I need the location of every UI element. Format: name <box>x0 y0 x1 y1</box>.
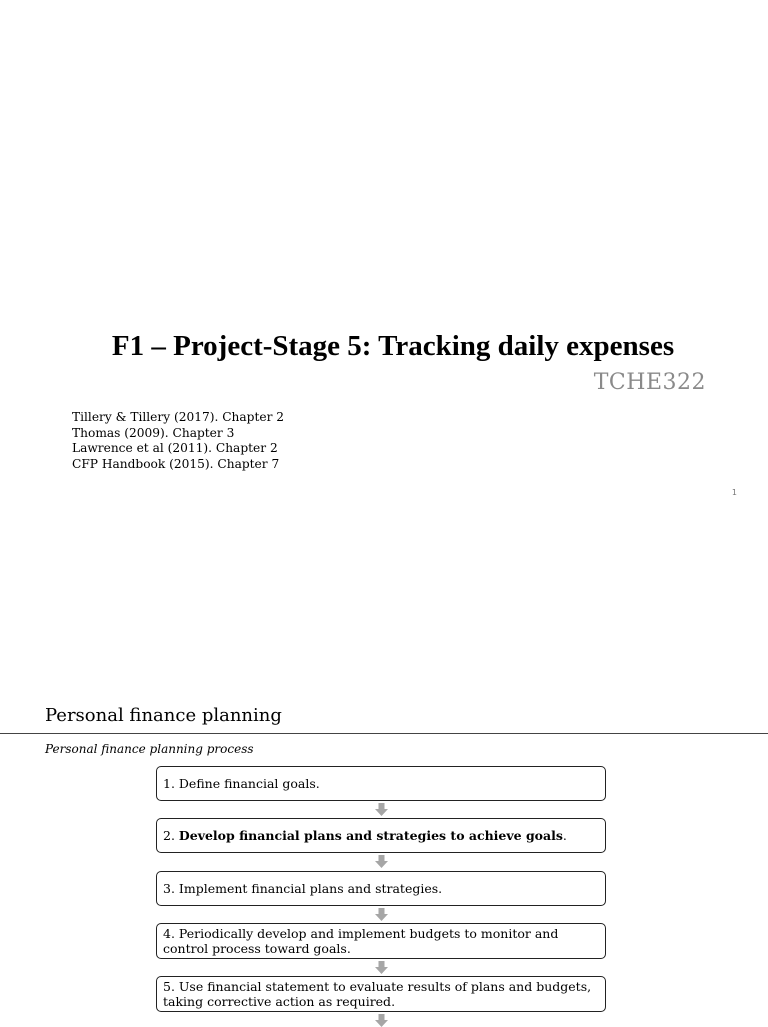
step-punctuation: . <box>562 828 567 843</box>
down-arrow-icon <box>375 908 388 921</box>
step-text: 1. Define financial goals. <box>163 776 320 791</box>
heading-divider <box>0 733 768 734</box>
step-text <box>163 828 567 843</box>
step-number: 2. <box>163 828 179 843</box>
process-step-2 <box>156 818 606 853</box>
process-step-3 <box>156 871 606 906</box>
down-arrow-icon <box>375 961 388 974</box>
reference-item: Thomas (2009). Chapter 3 <box>72 425 235 440</box>
step-text: 5. Use financial statement to evaluate results of plans and budgets, taking corrective action as required. <box>163 979 592 1009</box>
reference-item: Lawrence et al (2011). Chapter 2 <box>72 441 278 456</box>
step-text: 4. Periodically develop and implement budgets to monitor and control process toward goals. <box>163 926 559 956</box>
reference-list <box>72 410 284 472</box>
process-step-1 <box>156 766 606 801</box>
process-step-5 <box>156 976 606 1012</box>
down-arrow-icon <box>375 855 388 868</box>
reference-item: Tillery & Tillery (2017). Chapter 2 <box>72 410 285 424</box>
reference-item: CFP Handbook (2015). Chapter 7 <box>72 456 280 471</box>
down-arrow-icon <box>375 1014 388 1027</box>
down-arrow-icon <box>375 803 388 816</box>
section-heading: Personal finance planning <box>45 705 282 726</box>
step-emphasis: Develop financial plans and strategies to achieve goals <box>178 828 563 843</box>
process-step-4 <box>156 923 606 959</box>
step-text: 3. Implement financial plans and strategies. <box>163 881 443 896</box>
process-subtitle: Personal finance planning process <box>45 742 254 756</box>
page-number: 1 <box>731 488 737 497</box>
course-code: TCHE322 <box>593 370 706 395</box>
slide-title: F1 – Project-Stage 5: Tracking daily expenses <box>111 330 675 362</box>
